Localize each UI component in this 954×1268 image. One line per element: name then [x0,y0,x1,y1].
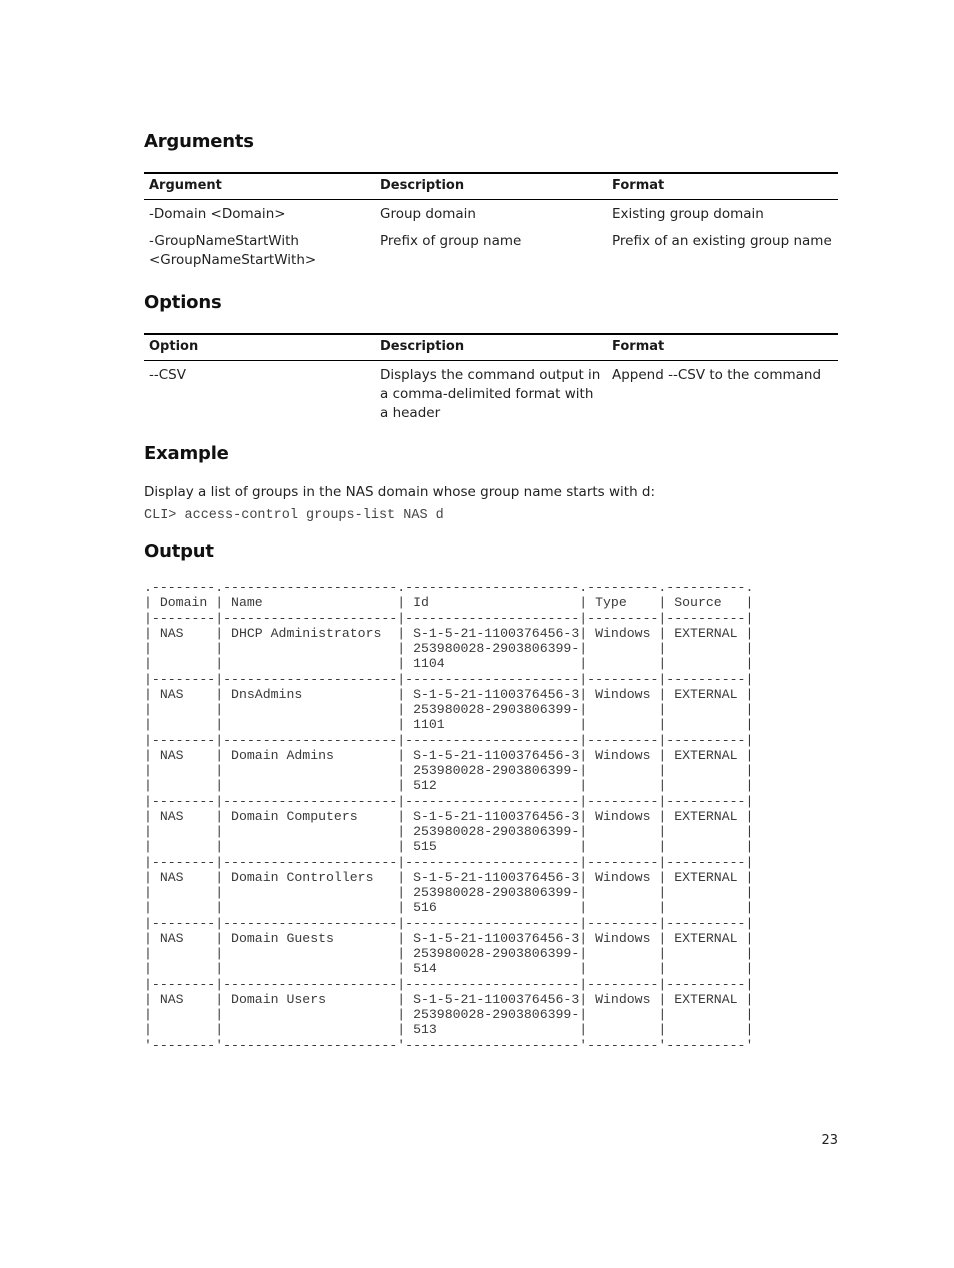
example-description: Display a list of groups in the NAS domain whose group name starts with d: [144,484,656,500]
format-cell: Existing group domain [612,206,764,222]
description-cell: Displays the command output in a comma-delimited format with a header [380,367,601,421]
options-header-row [144,334,838,361]
format-cell: Prefix of an existing group name [612,233,832,249]
example-command: CLI> access-control groups-list NAS d [144,508,444,523]
output-heading: Output [144,541,214,562]
column-header-argument: Argument [149,178,222,193]
page-number: 23 [821,1133,838,1148]
option-cell: --CSV [149,367,186,383]
arguments-heading: Arguments [144,131,254,152]
arguments-header-row [144,173,838,200]
table-row [144,361,838,427]
arguments-table [144,172,838,273]
example-heading: Example [144,443,229,464]
argument-cell: -Domain <Domain> [149,206,286,222]
column-header-format: Format [612,178,665,193]
command-output-block: .--------.----------------------.----------------------.---------.----------. | Domain | Name | Id | Type | Source | |--------|----------------------|----------------------|---------|----------| | NAS | DHCP Administrators | S-1-5-21-1100376456-3| Windows | EXTERNAL | | | | 253980028-2903806399-| | | | | | 1104 | | | |--------|----------------------|----------------------|---------|----------| | NAS | DnsAdmins | S-1-5-21-1100376456-3| Windows | EXTERNAL | | | | 253980028-2903806399-| | | | | | 1101 | | | |--------|----------------------|----------------------|---------|----------| | NAS | Domain Admins | S-1-5-21-1100376456-3| Windows | EXTERNAL | | | | 253980028-2903806399-| | | | | | 512 | | | |--------|----------------------|----------------------|---------|----------| | NAS | Domain Computers | S-1-5-21-1100376456-3| Windows | EXTERNAL | | | | 253980028-2903806399-| | | | | | 515 | | | |--------|----------------------|----------------------|---------|----------| | NAS | Domain Controllers | S-1-5-21-1100376456-3| Windows | EXTERNAL | | | | 253980028-2903806399-| | | | | | 516 | | | |--------|----------------------|----------------------|---------|----------| | NAS | Domain Guests | S-1-5-21-1100376456-3| Windows | EXTERNAL | | | | 253980028-2903806399-| | | | | | 514 | | | |--------|----------------------|----------------------|---------|----------| | NAS | Domain Users | S-1-5-21-1100376456-3| Windows | EXTERNAL | | | | 253980028-2903806399-| | | | | | 513 | | | '--------'----------------------'----------------------'---------'----------' [144,580,754,1053]
column-header-format: Format [612,339,665,354]
column-header-description: Description [380,339,465,354]
description-cell: Prefix of group name [380,233,522,249]
table-row [144,200,838,228]
options-table [144,333,838,426]
options-heading: Options [144,292,222,313]
column-header-option: Option [149,339,199,354]
description-cell: Group domain [380,206,476,222]
argument-cell: -GroupNameStartWith <GroupNameStartWith> [149,233,317,268]
table-row [144,227,838,273]
column-header-description: Description [380,178,465,193]
format-cell: Append --CSV to the command [612,367,822,383]
